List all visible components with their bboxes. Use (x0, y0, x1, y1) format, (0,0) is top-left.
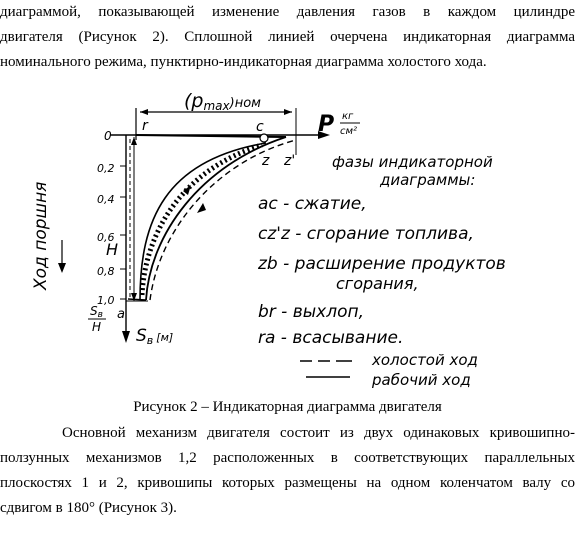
pmax-dimension (136, 90, 296, 155)
ratio-denominator: H (92, 320, 102, 334)
tick-label-0.4: 0,4 (97, 193, 115, 206)
tick-label-0.6: 0,6 (97, 231, 115, 244)
stroke-ticks (97, 129, 126, 307)
legend-working: рабочий ход (372, 371, 471, 389)
height-label: H (106, 240, 119, 259)
tick-label-1.0: 1,0 (97, 294, 115, 307)
phase-combustion: cz'z - сгорание топлива, (258, 224, 474, 244)
phase-compression: ac - сжатие, (258, 194, 367, 214)
dimension-label: (pmax)ном (184, 90, 261, 113)
ratio-numerator: Sв (90, 304, 103, 320)
phase-expansion: zb - расширение продуктов (258, 254, 506, 274)
body-line-1: Основной механизм двигателя состоит из двух одинаковых кривошипно- (62, 425, 575, 441)
intro-line-3: номинального режима, пунктирно-индикаторная диаграмма холостого хода. (0, 54, 487, 70)
svg-text:Ход поршня: Ход поршня (31, 181, 51, 290)
phase-intake: ra - всасывание. (258, 328, 404, 348)
tick-label-0.8: 0,8 (97, 265, 115, 278)
phases-legend (257, 153, 506, 389)
intro-paragraph (0, 0, 575, 75)
legend-title-2: диаграммы: (380, 171, 476, 189)
body-paragraph (0, 421, 575, 521)
point-label-z-prime: z' (284, 153, 296, 169)
phase-expansion-cont: сгорания, (336, 274, 419, 293)
indicator-diagram-figure (0, 85, 575, 395)
point-label-c: c (256, 119, 264, 135)
point-label-a: a (117, 307, 125, 322)
pressure-unit-num: кг (342, 111, 354, 122)
body-line-2: ползунных механизмов 1,2 расположенных в соответствующих параллельных (0, 450, 575, 466)
intro-line-2: двигателя (Рисунок 2). Сплошной линией очерчена индикаторная диаграмма (0, 29, 575, 45)
legend-title-1: фазы индикаторной (332, 153, 493, 171)
point-label-r: r (142, 118, 148, 134)
point-label-z: z (262, 153, 270, 169)
point-c-marker (260, 134, 268, 142)
intro-line-1: диаграммой, показывающей изменение давления газов в каждом цилиндре (0, 4, 575, 20)
phase-exhaust: br - выхлоп, (258, 302, 365, 322)
tick-label-0.2: 0,2 (97, 162, 115, 175)
figure-caption: Рисунок 2 – Индикаторная диаграмма двигателя (133, 399, 442, 415)
legend-idle: холостой ход (372, 351, 478, 369)
body-line-3: плоскостях 1 и 2, кривошипы которых размещены на одном коленчатом валу со (0, 475, 575, 491)
pressure-unit-den: см² (340, 126, 358, 137)
pressure-axis-symbol: P (318, 112, 335, 137)
stroke-axis-symbol: Sв [м] (136, 326, 174, 347)
tick-label-0: 0 (104, 129, 112, 143)
body-line-4: сдвигом в 180° (Рисунок 3). (0, 500, 177, 516)
stroke-axis-label (31, 182, 66, 291)
